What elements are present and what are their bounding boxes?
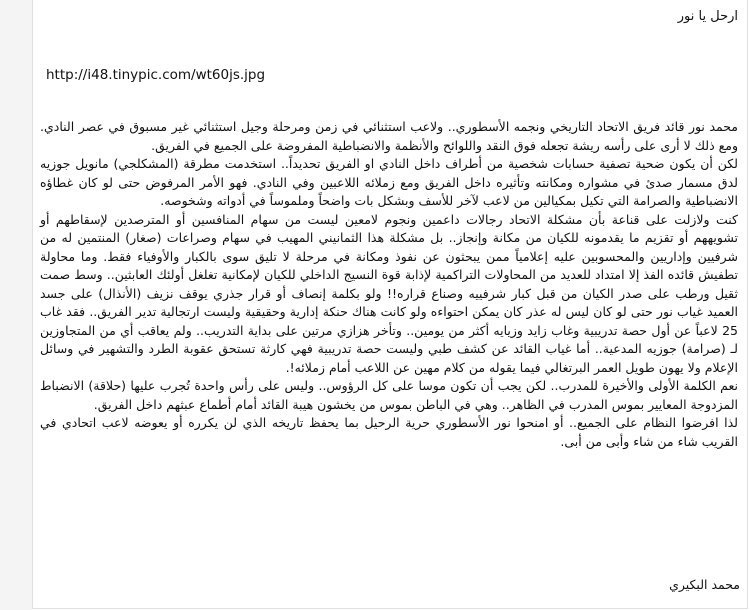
paragraph: كنت ولازلت على قناعة بأن مشكلة الاتحاد رجالات داعمين ونجوم لامعين ليست من سهام المنافسين أو المترصدين لإسقاطهم أو تشويههم أو تقزيم ما يقدمونه للكيان من مكانة وإنجاز.. بل مشكلة هذا الثمانيني المهيب في سهام وصراعات (صغار) المنتمين له من شرفيين وإداريين والمحسوبين عليه إعلامياً ممن يبحثون عن نفوذ ومكانة في مرحلة لا تليق سوى بالكبار والأوفياء فقط. وما محاولة تطفيش قائده الفذ إلا امتداد للعديد من المحاولات التراكمية لإذابة قوة النسيج الداخلي للكيان لإمكانية تغلغل أولئك العابثين.. وسط صمت ثقيل ورطب على صدر الكيان من قبل كبار شرفييه وصناع قراره!! ولو بكلمة إنصاف أو قرار جذري يوقف نزيف (الأنذال) على جسد العميد غياب نور حتى لو كان ليس له عذر كان يمكن احتواءه ولو كانت هناك حنكة إدارية وحقيقية وليست ارتجالية تدير الفريق.. فقد غاب 25 لاعباً عن أول حصة تدريبية وغاب زايد وزيايه أكثر من يومين.. وتأخر هزازي مرتين على بداية التدريب.. ولم يعاقب أي من المتجاوزين لـ (صرامة) جوزيه المدعية.. أما غياب القائد عن كشف طبي وليست حصة تدريبية فهي كارثة تستحق عقوبة الطرد والتشهير في وسائل الإعلام ولا يهون طويل العمر البرتغالي فيما يقوله من كلام مهين عن اللاعب أمام زملائه!. [40, 211, 738, 375]
post-title: ارحل يا نور [677, 9, 738, 24]
paragraph: محمد نور قائد فريق الاتحاد التاريخي ونجمه الأسطوري.. ولاعب استثنائي في زمن ومرحلة وجيل استثنائي غير مسبوق في عصر النادي. ومع ذلك لا أرى على رأسه ريشة تجعله فوق النقد واللوائح والأنظمة والانضباطية المفروضة على الجميع في الفريق. [40, 119, 738, 153]
post-body [40, 118, 738, 451]
paragraph: نعم الكلمة الأولى والأخيرة للمدرب.. لكن يجب أن تكون موسا على كل الرؤوس.. وليس على رأس واحدة تُجرب عليها (حلاقة) الانضباط المزدوجة المعايير بموس المدرب في الظاهر.. وهي في الباطن بموس من يخشون هيبة القائد أمام أطماع عبثهم داخل الفريق. [40, 378, 738, 412]
paragraph: لكن أن يكون ضحية تصفية حسابات شخصية من أطراف داخل النادي او الفريق تحديداً.. استخدمت مطرقة (المشكلجي) مانويل جوزيه لدق مسمار صدئ في مشواره ومكانته وتأثيره داخل الفريق ومع زملائه اللاعبين وفي النادي. فهو الأمر المرفوض حتى لو كان غطاؤه الانضباطية والصرامة التي تكيل بمكيالين من لاعب لآخر للأسف وبشكل بات واضحاً وملموساً في أدواته وشخوصه. [40, 156, 738, 208]
left-gutter [0, 0, 32, 610]
post-content [40, 8, 738, 451]
author-signature: محمد البكيري [669, 577, 740, 592]
paragraph: لذا افرضوا النظام على الجميع.. أو امنحوا نور الأسطوري حرية الرحيل بما يحفظ تاريخه الذي لن يكرره أو يعوضه لاعب اتحادي في القريب شاء من شاء وأبى من أبى. [40, 415, 738, 449]
image-link[interactable]: http://i48.tinypic.com/wt60js.jpg [46, 67, 266, 83]
